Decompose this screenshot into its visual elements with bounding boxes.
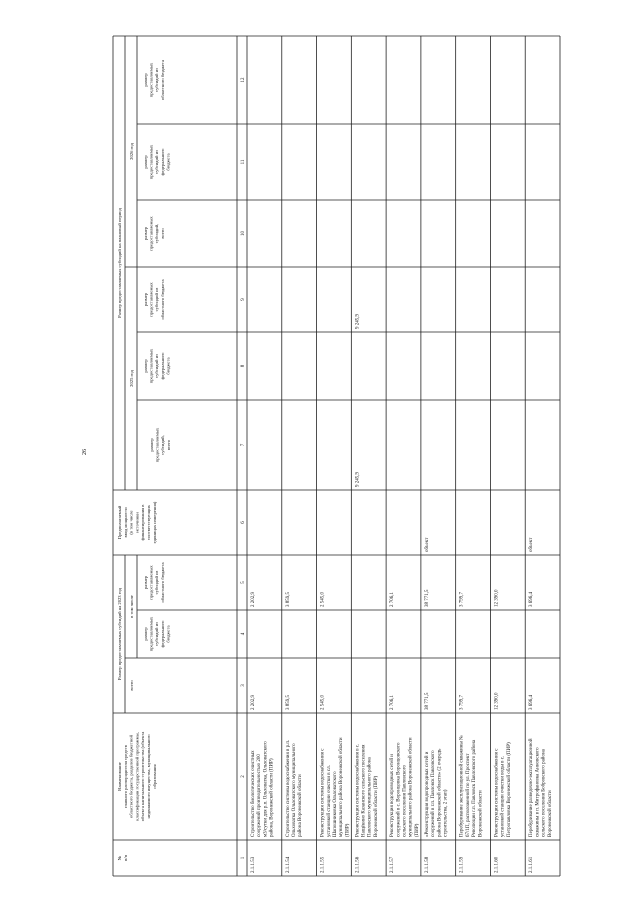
- header-col-p1-federal: размер: [143, 359, 148, 373]
- row-capacity: объект: [424, 537, 430, 552]
- column-number-4: 4: [241, 632, 246, 636]
- header-col-name: Наименование: [117, 762, 122, 791]
- header-col-p2-regional: субсидий из: [154, 68, 160, 92]
- row-name: «Реконструкция водопроводных сетей и: [424, 751, 430, 837]
- row-capacity: объект: [529, 537, 535, 552]
- row-regional: 2 202,9: [251, 592, 256, 607]
- header-col-p1-total: предоставляемых: [154, 427, 160, 463]
- row-number: 2.1.1.53: [251, 856, 256, 873]
- row-regional: 38 771,5: [424, 589, 430, 607]
- row-name: сооружений производительностью 200: [257, 754, 263, 837]
- row-name: Реконструкция водопроводных сетей и: [390, 754, 396, 837]
- row-total: 2 202,9: [251, 695, 256, 710]
- header-col-name: главного распорядителя средств: [122, 745, 128, 808]
- header-col-capacity: источники: [134, 512, 140, 533]
- header-col-capacity: ввод мощности: [122, 507, 128, 538]
- header-col-p1-federal: бюджета: [165, 357, 171, 375]
- row-name: Строительство биологических очистных: [251, 750, 256, 837]
- row-name: района Воронежской области» (2 очередь: [437, 748, 443, 837]
- header-col-capacity: единицах измерения): [151, 501, 157, 544]
- header-col-p1-federal: федерального: [159, 352, 165, 380]
- header-col-p1-total: субсидий,: [160, 435, 166, 455]
- row-name: района, Воронежской области (ПИР): [269, 758, 275, 837]
- header-col-federal: предоставляемых: [148, 616, 154, 652]
- header-col-regional: областного бюджета: [159, 562, 165, 603]
- header-col-p2-total: субсидий,: [154, 223, 160, 244]
- row-regional: 2 545,0: [320, 592, 326, 607]
- header-col-p1-federal: субсидий из: [154, 354, 160, 378]
- header-col-p1-total: всего: [165, 439, 171, 451]
- rotated-table: [113, 36, 560, 876]
- header-col-federal: размер: [143, 627, 148, 641]
- header-col-p2-federal: федерального: [159, 148, 165, 176]
- row-name: Строительство системы водоснабжения в р.п.: [285, 739, 291, 837]
- row-total: 3 859,5: [285, 695, 291, 710]
- header-col-p1-federal: предоставляемых: [148, 348, 154, 384]
- row-name: строительства, 2 этап): [443, 789, 449, 837]
- row-name: Перебуривание эксплуатационной скважины №: [459, 735, 465, 837]
- row-regional: 3 859,5: [285, 592, 291, 607]
- row-number: 2.1.1.58: [424, 856, 430, 873]
- row-name: Шапошниковка Ольховатского: [332, 771, 338, 837]
- row-name: сельского поселения Бобровского района: [541, 749, 547, 837]
- header-col-regional: субсидий из: [154, 570, 160, 595]
- header-col-p2-regional: размер: [143, 73, 148, 87]
- row-planned-total: 9 245,9: [355, 472, 361, 487]
- header-col-p2-federal: субсидий из: [154, 150, 160, 174]
- row-number: 2.1.1.56: [355, 856, 361, 873]
- row-name: муниципального района Воронежской области: [408, 737, 414, 837]
- row-total: 3 799,7: [459, 695, 465, 710]
- row-number: 2.1.1.55: [320, 856, 326, 873]
- header-col-p2-federal: бюджета: [165, 153, 171, 171]
- row-number: 2.1.1.61: [529, 856, 535, 873]
- row-name: м3/сутки для р.п. Ольховатка, Ольховатского: [263, 741, 269, 837]
- row-name: (ПИР): [414, 823, 420, 837]
- row-name: района Воронежской области: [298, 774, 304, 837]
- row-total: 38 771,5: [424, 692, 430, 710]
- row-number: 2.1.1.59: [459, 856, 465, 873]
- row-name: сооружений в с. Воронцовка Воронцовского: [396, 742, 402, 837]
- column-number-2: 2: [241, 775, 246, 778]
- row-name: 67/1П, расположенной по ул. Проспект: [465, 753, 471, 837]
- header-col-name: недвижимого имущества, муниципального: [146, 734, 151, 819]
- column-number-9: 9: [241, 298, 246, 301]
- row-name: Реконструкция системы водоснабжения в с.: [355, 743, 361, 837]
- row-number: 2.1.1.57: [390, 856, 396, 873]
- row-name: муниципального района Воронежской области: [339, 737, 345, 837]
- row-total: 3 696,4: [529, 695, 535, 710]
- header-col-p2-federal: размер: [143, 155, 148, 169]
- header-col-p1-regional: размер: [143, 292, 148, 307]
- row-name: Реконструкция системы водоснабжения с: [494, 748, 500, 837]
- header-col-capacity: соответствующих: [146, 505, 151, 540]
- row-total: 2 706,1: [390, 695, 396, 710]
- row-name: скважины в п. Митрофановка Анновского: [535, 747, 541, 837]
- column-number-7: 7: [241, 443, 246, 447]
- header-col-number: п/п: [123, 854, 128, 862]
- column-number-10: 10: [241, 231, 246, 236]
- row-total: 2 545,0: [320, 695, 326, 710]
- header-col-name: классификации государственной программы,: [134, 732, 140, 821]
- row-name: Нащёкино Казанского сельского поселения: [361, 744, 367, 837]
- header-col-capacity: (в том числе: [128, 510, 134, 535]
- column-number-1: 1: [241, 856, 246, 860]
- header-col-name: областного бюджета, разделов бюджетной: [128, 735, 134, 818]
- row-total: 12 390,0: [494, 692, 500, 710]
- row-regional: 3 696,4: [529, 592, 535, 607]
- header-col-federal: федерального: [159, 620, 165, 648]
- row-name: Павловского муниципального района: [367, 757, 373, 837]
- page-number: 26: [82, 449, 88, 455]
- row-name: (ПИР): [345, 823, 351, 837]
- row-name: установкой станции очистки воды в с.: [500, 755, 506, 837]
- column-number-3: 3: [241, 684, 246, 687]
- header-year-1: 2025 год: [129, 370, 134, 387]
- row-name: Воронежской области: [478, 790, 484, 837]
- row-name: сельского поселения Павловского: [402, 764, 408, 837]
- header-col-p2-total: размер: [143, 226, 148, 241]
- header-col-p2-total: всего: [159, 228, 165, 239]
- row-name: Воронежской области: [547, 790, 553, 837]
- header-year-2: 2026 год: [129, 143, 134, 160]
- column-number-6: 6: [241, 521, 246, 524]
- header-col-capacity: финансирования в: [140, 504, 146, 541]
- header-col-capacity: Предполагаемый: [117, 505, 122, 540]
- column-number-11: 11: [241, 159, 246, 165]
- row-name: Воронежской области (ПИР): [373, 775, 379, 837]
- header-col-p1-total: размер: [149, 438, 154, 452]
- header-col-number: №: [117, 855, 122, 861]
- row-planned-regional: 9 245,9: [355, 314, 361, 329]
- header-col-p1-regional: областного бюджета: [159, 279, 165, 320]
- row-number: 2.1.1.54: [285, 856, 291, 873]
- header-col-name: образования: [151, 764, 157, 789]
- header-col-p2-regional: предоставляемых: [148, 62, 154, 98]
- header-col-p2-total: предоставляемых: [148, 216, 154, 251]
- header-col-p2-federal: предоставляемых: [148, 144, 154, 180]
- header-col-regional: размер: [143, 575, 148, 590]
- row-name: Петропавловка Воронежской области (ПИР): [506, 742, 512, 837]
- row-name: Ольховатка Ольховатского муниципального: [291, 743, 297, 837]
- row-number: 2.1.1.60: [494, 856, 500, 873]
- row-regional: 3 799,7: [459, 592, 465, 607]
- row-name: установкой станции очистки в сл.: [326, 765, 332, 837]
- header-col-p2-regional: областного бюджета: [159, 60, 165, 100]
- header-col-federal: субсидий из: [154, 622, 160, 646]
- row-regional: 2 706,1: [390, 592, 396, 607]
- header-group-planned: Размер предоставляемых субсидий на плановый период: [117, 208, 122, 318]
- column-number-12: 12: [241, 77, 246, 83]
- header-total: всего: [129, 680, 134, 691]
- row-regional: 12 390,0: [494, 589, 500, 607]
- header-col-p1-regional: субсидий из: [154, 287, 160, 312]
- column-number-5: 5: [241, 581, 246, 584]
- column-number-8: 8: [241, 364, 246, 368]
- row-name: сооружений в г.п. Павловск Павловского: [431, 750, 437, 837]
- header-col-name: объекта капитального строительства (объекта: [140, 731, 146, 822]
- header-col-p1-regional: предоставляемых: [148, 282, 154, 317]
- row-name: Перебуривание разведочно-эксплуатационной: [529, 738, 535, 837]
- header-col-regional: предоставляемых: [148, 565, 154, 600]
- header-in-that-number: в том числе: [129, 595, 134, 618]
- header-col-federal: бюджета: [165, 625, 171, 643]
- row-name: Реконструкция системы водоснабжения с: [320, 748, 326, 837]
- row-name: Революции г.п. Павловск Павловского района: [472, 739, 478, 837]
- header-group-2023: Размер предоставляемых субсидий на 2023 год: [117, 587, 122, 681]
